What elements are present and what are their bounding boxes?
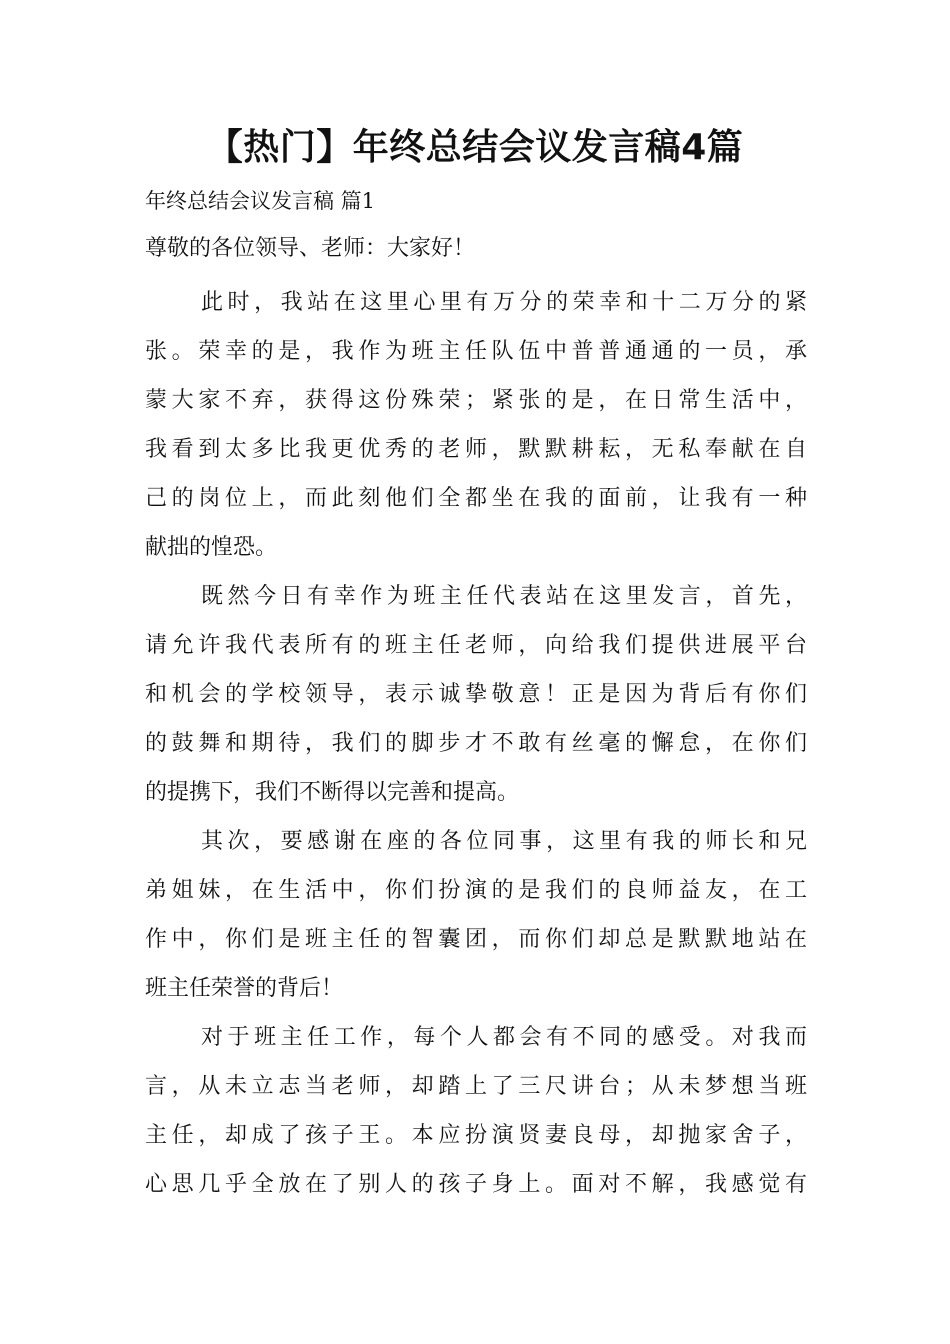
paragraph bbox=[145, 572, 807, 817]
paragraph-line: 我看到太多比我更优秀的老师，默默耕耘，无私奉献在自 bbox=[145, 437, 807, 462]
paragraph-line: 对于班主任工作，每个人都会有不同的感受。对我而 bbox=[201, 1025, 807, 1050]
paragraph-line: 蒙大家不弃，获得这份殊荣；紧张的是，在日常生活中， bbox=[145, 388, 807, 413]
paragraph bbox=[145, 1013, 807, 1209]
paragraph-line: 的提携下，我们不断得以完善和提高。 bbox=[145, 780, 520, 805]
section-heading: 年终总结会议发言稿 篇1 bbox=[145, 189, 376, 213]
paragraph-line: 作中，你们是班主任的智囊团，而你们却总是默默地站在 bbox=[145, 927, 807, 952]
paragraph-line: 己的岗位上，而此刻他们全都坐在我的面前，让我有一种 bbox=[145, 486, 807, 511]
paragraph-line: 请允许我代表所有的班主任老师，向给我们提供进展平台 bbox=[145, 633, 807, 658]
body-text bbox=[145, 278, 807, 1209]
paragraph-line: 主任，却成了孩子王。本应扮演贤妻良母，却抛家舍子， bbox=[145, 1123, 807, 1148]
paragraph-line: 言，从未立志当老师，却踏上了三尺讲台；从未梦想当班 bbox=[145, 1074, 807, 1099]
paragraph-line: 的鼓舞和期待，我们的脚步才不敢有丝毫的懈怠，在你们 bbox=[145, 731, 807, 756]
paragraph bbox=[145, 817, 807, 1013]
paragraph-line: 心思几乎全放在了别人的孩子身上。面对不解，我感觉有 bbox=[145, 1172, 807, 1197]
paragraph-line: 弟姐妹，在生活中，你们扮演的是我们的良师益友，在工 bbox=[145, 878, 807, 903]
paragraph-line: 张。荣幸的是，我作为班主任队伍中普普通通的一员，承 bbox=[145, 339, 807, 364]
paragraph-line: 和机会的学校领导，表示诚挚敬意！正是因为背后有你们 bbox=[145, 682, 807, 707]
greeting-line: 尊敬的各位领导、老师：大家好！ bbox=[145, 236, 476, 261]
paragraph-line: 既然今日有幸作为班主任代表站在这里发言，首先， bbox=[201, 584, 807, 609]
paragraph-line: 此时，我站在这里心里有万分的荣幸和十二万分的紧 bbox=[201, 290, 807, 315]
paragraph-line: 献拙的惶恐。 bbox=[145, 535, 278, 560]
document-title: 【热门】年终总结会议发言稿4篇 bbox=[206, 127, 744, 168]
paragraph-line: 其次，要感谢在座的各位同事，这里有我的师长和兄 bbox=[201, 829, 807, 854]
paragraph bbox=[145, 278, 807, 572]
paragraph-line: 班主任荣誉的背后！ bbox=[145, 976, 344, 1001]
